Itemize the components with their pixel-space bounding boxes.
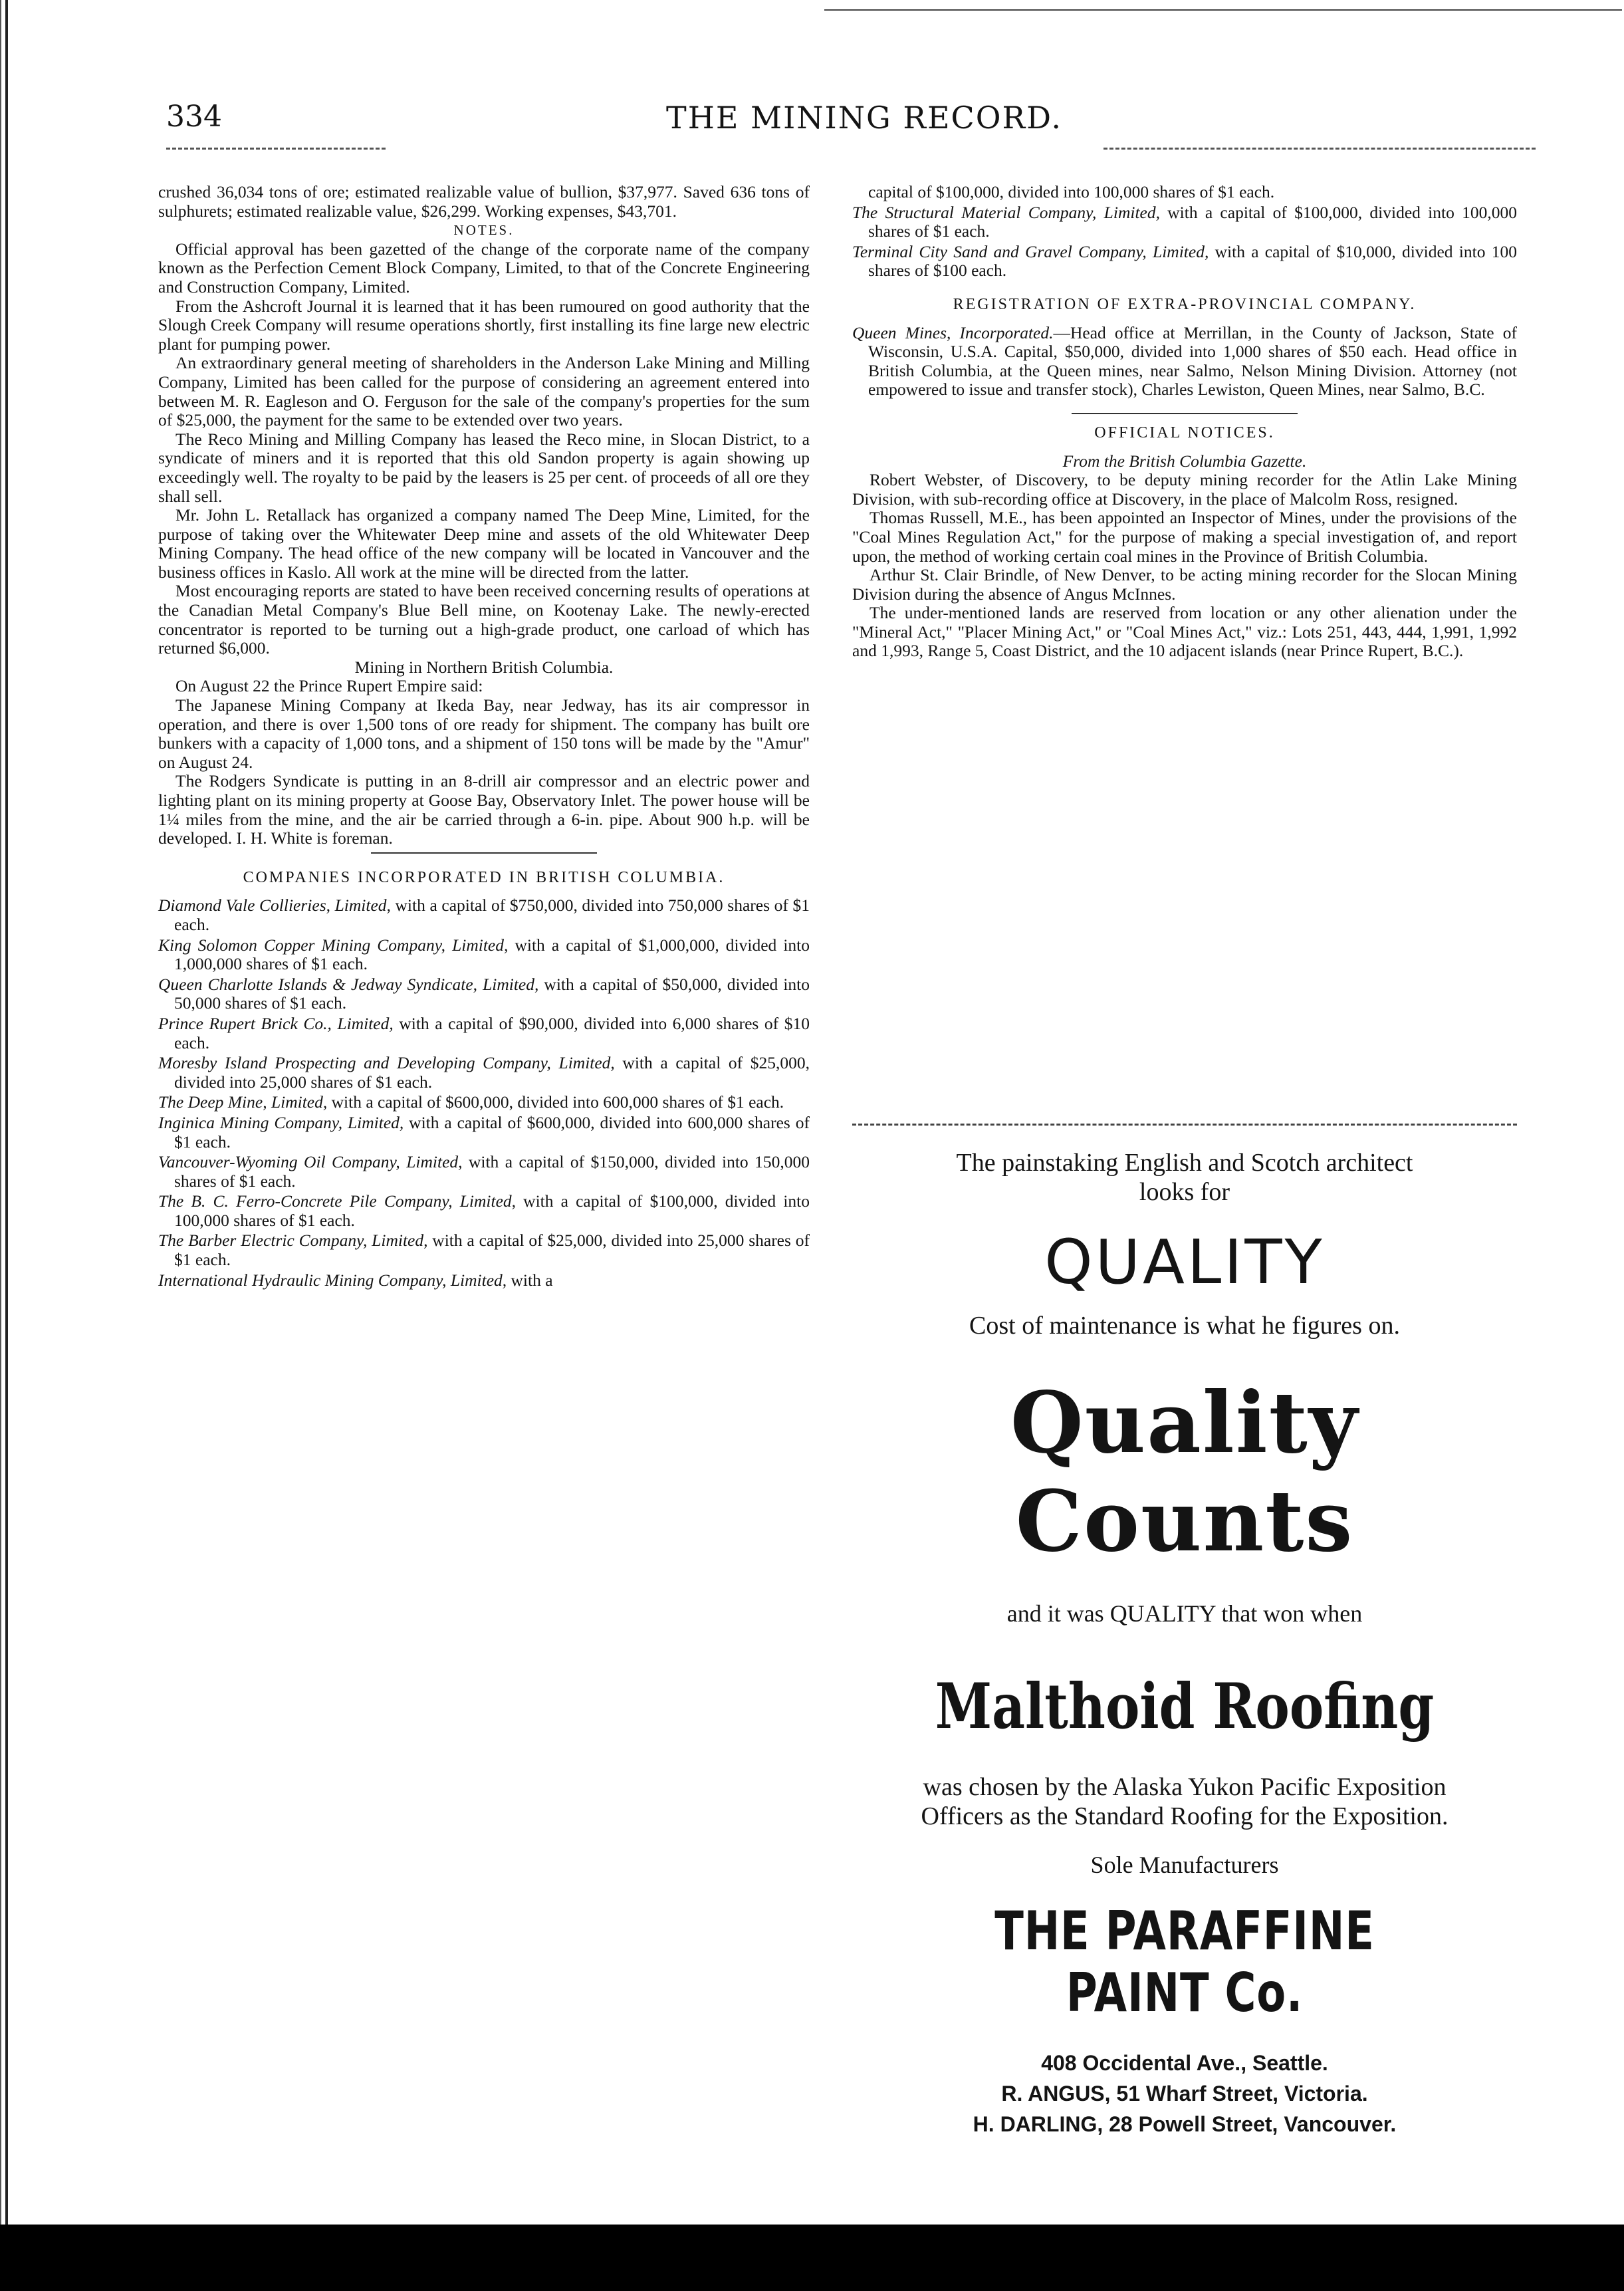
section-rule (371, 852, 597, 854)
paragraph-perfection-cement: Official approval has been gazetted of the change of the corporate name of the company known as the Perfection Cement Block Company, Limited, to that of the Concrete Engineering and Construction Company, Limited. (158, 239, 810, 297)
left-column (158, 183, 810, 1290)
extra-company-name: Queen Mines, Incorporated. (852, 322, 1054, 342)
ad-address-victoria: R. ANGUS, 51 Wharf Street, Victoria. (1001, 2082, 1368, 2106)
paragraph-prince-rupert-empire: On August 22 the Prince Rupert Empire said: (175, 676, 483, 696)
page-header (166, 100, 1562, 146)
company-details: with a (507, 1270, 553, 1290)
extra-company-details: —Head office at Merrillan, in the County of Jackson, State of Wisconsin, U.S.A. Capital, $50,000, divided into 1,000 shares of $50 each. Head office in British Columbia, at the Queen mines, near Salmo, Nelson Mining Division. Attorney (not empowered to issue and transfer stock), Charles Lewiston, Queen Mines, near Salmo, B.C. (868, 322, 1517, 400)
company-details: with a capital of $10,000, divided into 100 shares of $100 each. (868, 241, 1517, 281)
company-details: with a capital of $90,000, divided into 6,000 shares of $10 each. (174, 1013, 810, 1052)
company-entry (158, 1015, 810, 1052)
header-rule-left (166, 148, 386, 152)
company-name: Inginica Mining Company, Limited, (158, 1112, 404, 1132)
ad-sole-manufacturers: Sole Manufacturers (1090, 1852, 1279, 1878)
extra-provincial-entry (852, 324, 1517, 400)
extra-provincial-heading: REGISTRATION OF EXTRA-PROVINCIAL COMPANY. (953, 295, 1417, 313)
notice-reserved-lands: The under-mentioned lands are reserved from location or any other alienation under the "Mineral Act," "Placer Mining Act," or "Coal Mines Act," viz.: Lots 251, 443, 444, 1,991, 1,992 and 1,993, Range 5, Coast District, and the 10 adjacent islands (near Prince Rupert, B.C.). (852, 603, 1517, 661)
ad-won-line: and it was QUALITY that won when (1006, 1600, 1363, 1627)
company-entry (158, 1153, 810, 1191)
company-details: with a capital of $50,000, divided into 50,000 shares of $1 each. (174, 974, 810, 1013)
header-rule-right (1103, 148, 1536, 152)
company-details: with a capital of $600,000, divided into 600,000 shares of $1 each. (174, 1112, 810, 1151)
company-entry (158, 1054, 810, 1092)
company-entry (158, 936, 810, 974)
official-notices-heading: OFFICIAL NOTICES. (1094, 423, 1275, 441)
company-details: with a capital of $750,000, divided into 750,000 shares of $1 each. (174, 896, 810, 934)
notice-webster: Robert Webster, of Discovery, to be deputy mining recorder for the Atlin Lake Mining Division, with sub-recording office at Discovery, in the place of Malcolm Ross, resigned. (852, 470, 1517, 509)
ad-address-seattle: 408 Occidental Ave., Seattle. (1041, 2051, 1328, 2075)
notes-heading: NOTES. (453, 222, 515, 239)
ad-intro: The painstaking English and Scotch architect looks for (956, 1149, 1413, 1206)
company-entry (158, 1192, 810, 1230)
company-entry (158, 1093, 810, 1112)
notice-russell: Thomas Russell, M.E., has been appointed an Inspector of Mines, under the provisions of the "Coal Mines Regulation Act," for the purpose of making a special investigation of, and report upon, the method of working certain coal mines in the Province of British Columbia. (852, 508, 1517, 566)
ad-quality-counts: Quality Counts (1010, 1374, 1359, 1570)
paragraph-crushed: crushed 36,034 tons of ore; estimated realizable value of bullion, $37,977. Saved 636 tons of sulphurets; estimated realizable value, $26,299. Working expenses, $43,701. (158, 182, 810, 221)
company-entry (852, 243, 1517, 281)
ad-product-name: Malthoid Roofing (935, 1670, 1435, 1743)
company-name: International Hydraulic Mining Company, Limited, (158, 1270, 507, 1290)
company-entry (158, 1231, 810, 1269)
malthoid-advertisement (852, 1124, 1517, 2139)
company-name: Terminal City Sand and Gravel Company, Limited, (852, 241, 1209, 261)
company-name: The B. C. Ferro-Concrete Pile Company, Limited, (158, 1191, 517, 1211)
company-entry (158, 1271, 810, 1290)
section-rule (1072, 413, 1298, 414)
ad-cost-line: Cost of maintenance is what he figures on. (969, 1312, 1400, 1340)
paragraph-deep-mine: Mr. John L. Retallack has organized a company named The Deep Mine, Limited, for the purpose of taking over the Whitewater Deep mine and assets of the old Whitewater Deep Mining Company. The head office of the new company will be located in Vancouver and the business offices in Kaslo. All work at the mine will be directed from the latter. (158, 505, 810, 582)
page-edge-border (5, 0, 8, 2225)
company-details: with a capital of $25,000, divided into 25,000 shares of $1 each. (174, 1231, 810, 1270)
ad-address-vancouver: H. DARLING, 28 Powell Street, Vancouver. (973, 2112, 1397, 2136)
company-details: with a capital of $25,000, divided into 25,000 shares of $1 each. (174, 1053, 810, 1092)
page-edge-line (0, 0, 1, 2225)
ad-company-name: THE PARAFFINE PAINT Co. (994, 1900, 1375, 2024)
company-details: with a capital of $100,000, divided into 100,000 shares of $1 each. (868, 202, 1517, 241)
company-entry (158, 975, 810, 1013)
paragraph-anderson-lake: An extraordinary general meeting of shareholders in the Anderson Lake Mining and Milling Company, Limited has been called for the purpose of considering an agreement entered into between M. R. Eagleson and O. Ferguson for the sale of the company's properties for the sum of $25,000, the payment for the same to be extended over two years. (158, 353, 810, 430)
company-entry (852, 203, 1517, 241)
companies-heading: COMPANIES INCORPORATED IN BRITISH COLUMBIA. (243, 868, 725, 886)
company-entry (158, 1114, 810, 1151)
page-number: 334 (166, 100, 222, 134)
running-title: THE MINING RECORD. (666, 100, 1062, 136)
company-name: The Deep Mine, Limited, (158, 1092, 328, 1112)
company-name: King Solomon Copper Mining Company, Limited, (158, 935, 509, 955)
company-details: with a capital of $600,000, divided into 600,000 shares of $1 each. (327, 1092, 784, 1112)
company-name: Vancouver-Wyoming Oil Company, Limited, (158, 1152, 463, 1172)
company-name: The Barber Electric Company, Limited, (158, 1231, 428, 1251)
right-column (852, 183, 1517, 661)
company-details: with a capital of $100,000, divided into 100,000 shares of $1 each. (174, 1191, 810, 1230)
scan-bottom-edge (0, 2225, 1624, 2291)
company-name: Moresby Island Prospecting and Developing Company, Limited, (158, 1053, 615, 1073)
subheading-northern-bc: Mining in Northern British Columbia. (354, 657, 614, 677)
company-details: with a capital of $1,000,000, divided into 1,000,000 shares of $1 each. (174, 935, 810, 974)
paragraph-rodgers-syndicate: The Rodgers Syndicate is putting in an 8-drill air compressor and an electric power and lighting plant on its mining property at Goose Bay, Observatory Inlet. The power house will be 1¼ miles from the mine, and the air be carried through a 6-in. pipe. About 900 h.p. will be developed. I. H. White is foreman. (158, 771, 810, 848)
paragraph-ashcroft-journal: From the Ashcroft Journal it is learned that it has been rumoured on good authority that the Slough Creek Company will resume operations shortly, first installing its fine large new electric plant for pumping power. (158, 296, 810, 354)
ad-top-rule (852, 1124, 1517, 1126)
paragraph-reco-mining: The Reco Mining and Milling Company has leased the Reco mine, in Slocan District, to a syndicate of miners and it is reported that this old Sandon property is again showing up exceedingly well. The royalty to be paid by the leasers is 25 per cent. of proceeds of all ore they shall sell. (158, 429, 810, 506)
company-entry (158, 896, 810, 934)
paragraph-blue-bell: Most encouraging reports are stated to have been received concerning results of operations at the Canadian Metal Company's Blue Bell mine, on Kootenay Lake. The newly-erected concentrator is reported to be turning out a high-grade product, one carload of which has returned $6,000. (158, 581, 810, 658)
companies-list (158, 896, 810, 1290)
notices-source: From the British Columbia Gazette. (1062, 451, 1307, 471)
top-rule (824, 9, 1622, 11)
company-name: The Structural Material Company, Limited, (852, 202, 1160, 222)
ad-quality-heading: QUALITY (1044, 1227, 1325, 1298)
paragraph-japanese-mining: The Japanese Mining Company at Ikeda Bay, near Jedway, has its air compressor in operation, and there is over 1,500 tons of ore ready for shipment. The company has built ore bunkers with a capacity of 1,000 tons, and a shipment of 150 tons will be made by the "Amur" on August 24. (158, 695, 810, 772)
company-name: Prince Rupert Brick Co., Limited, (158, 1013, 394, 1033)
company-name: Queen Charlotte Islands & Jedway Syndicate, Limited, (158, 974, 539, 994)
ad-chosen-text: was chosen by the Alaska Yukon Pacific Exposition Officers as the Standard Roofing for the Exposition. (921, 1773, 1449, 1830)
company-continuation: capital of $100,000, divided into 100,000 shares of $1 each. (868, 182, 1275, 201)
notice-brindle: Arthur St. Clair Brindle, of New Denver, to be acting mining recorder for the Slocan Mining Division during the absence of Angus McInnes. (852, 565, 1517, 604)
company-details: with a capital of $150,000, divided into 150,000 shares of $1 each. (174, 1152, 810, 1191)
company-name: Diamond Vale Collieries, Limited, (158, 896, 391, 915)
